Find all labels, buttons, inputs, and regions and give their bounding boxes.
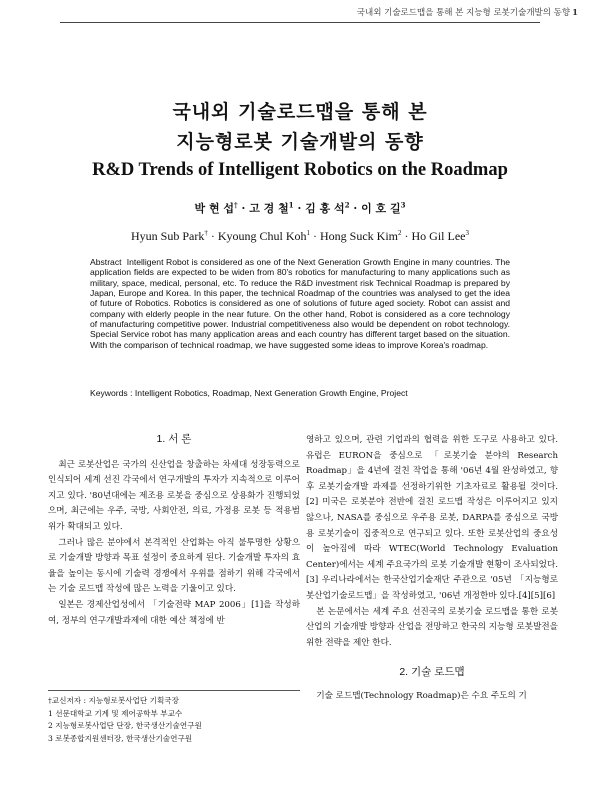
author-mark: 3 xyxy=(465,229,469,237)
footnote: 3 로봇종합지원센터장, 한국생산기술연구원 xyxy=(48,733,193,743)
abstract xyxy=(90,257,510,350)
authors-en: Hyun Sub Park† · Kyoung Chul Koh$^1$ · Hong Suck Kim$^2$ · Ho Gil Lee$^3$ xyxy=(131,229,469,243)
author-ko: 이 호 길 xyxy=(361,202,401,215)
keywords: Keywords : Intelligent Robotics, Roadmap, Next Generation Growth Engine, Project xyxy=(90,388,408,398)
author-mark: † xyxy=(204,229,208,237)
author-en: Hong Suck Kim xyxy=(320,229,399,243)
author-mark: 1 xyxy=(288,200,294,210)
paragraph: 일본은 경제산업성에서 「기술전략 MAP 2006」[1]을 작성하여, 정부의 연구개발과제에 대한 예산 책정에 반 xyxy=(48,599,300,626)
section-heading: 2. 기술 로드맵 xyxy=(399,666,465,679)
paragraph: 최근 로봇산업은 국가의 신산업을 창출하는 차세대 성장동력으로 인식되어 세계 선진 각국에서 연구개발의 투자가 지속적으로 이루어지고 있다. '80년대에는 제조용 로봇을 중심으로 상용화가 진행되었으며, 최근에는 우주, 국방, 사회안전, 의료, 가정용 로봇 등 적용범위가 확대되고 있다. xyxy=(48,459,300,532)
abstract-label: Abstract xyxy=(90,257,122,267)
header-rule xyxy=(60,22,540,23)
running-head-text: 국내외 기술로드맵을 통해 본 지능형 로봇기술개발의 동향 xyxy=(356,8,571,18)
title-en: R&D Trends of Intelligent Robotics on the Roadmap xyxy=(92,160,508,180)
author-ko: 고 경 철 xyxy=(249,202,289,215)
author-mark: 2 xyxy=(398,229,402,237)
authors-ko: 박 현 섭† · 고 경 철$^1$ · 김 홍 석$^2$ · 이 호 길$^3$ xyxy=(194,200,406,215)
footnote: †교신저자 : 지능형로봇사업단 기획국장 xyxy=(48,696,179,705)
author-ko: 박 현 섭 xyxy=(194,202,235,215)
keywords-text: Intelligent Robotics, Roadmap, Next Generation Growth Engine, Project xyxy=(134,388,408,398)
left-column xyxy=(48,430,300,629)
footnote: 1 선문대학교 기계 및 제어공학부 부교수 xyxy=(48,708,183,718)
paragraph: 본 논문에서는 세계 주요 선진국의 로봇기술 로드맵을 통한 로봇산업의 기술개발 방향과 산업을 전망하고 한국의 지능형 로봇발전을 위한 전략을 제안 한다. xyxy=(306,606,558,648)
title-ko-line-1: 국내외 기술로드맵을 통해 본 xyxy=(172,101,428,123)
running-head xyxy=(357,6,578,18)
author-ko: 김 홍 석 xyxy=(305,202,345,215)
keywords-label: Keywords xyxy=(90,388,128,398)
section-heading: 1. 서 론 xyxy=(156,433,192,445)
footnotes xyxy=(48,690,300,745)
paragraph: 그러나 많은 분야에서 본격적인 산업화는 아직 불투명한 상황으로 기술개발 방향과 목표 설정이 중요하게 된다. 기술개발 투자의 효율을 높이는 동시에 기술력 경쟁에서 우위를 점하기 위해 각국에서는 기술 로드맵 작성에 많은 노력을 기울이고 있다. xyxy=(48,537,300,595)
page-number: 1 xyxy=(572,8,578,18)
abstract-text: Intelligent Robot is considered as one of the Next Generation Growth Engine in many countries. The application fields are expected to be widen from 80's robotics for manufacturing to many applications such as military, space, medical, personal, etc. To reduce the R&D investment risk Technical Roadmap is prepared by Japan, Europe and Korea. In this paper, the technical Roadmap of the countries was analysed to get the idea of future of Robotics. Robotics is considered as one of solutions of future aged society. Robot can assist and company with elderly people in the near future. On the other hand, Robot is considered as a core technology of manufacturing competitive power. Industrial competitiveness also would be dependent on robot technology. Special Service robot has many application areas and each country has different target based on the situation. With the comparison of technical roadmap, we have suggested some ideas to improve Korea's roadmap. xyxy=(90,257,511,350)
author-en: Kyoung Chul Koh xyxy=(217,229,307,243)
paragraph: 기술 로드맵(Technology Roadmap)은 수요 주도의 기 xyxy=(316,690,527,701)
right-column xyxy=(306,433,558,705)
title-ko-line-2: 지능형로봇 기술개발의 동향 xyxy=(176,131,424,153)
author-mark: 2 xyxy=(344,200,350,210)
author-en: Hyun Sub Park xyxy=(131,229,205,243)
author-mark: 1 xyxy=(306,229,311,237)
author-mark: 3 xyxy=(400,200,406,210)
paragraph: 영하고 있으며, 관련 기업과의 협력을 위한 도구로 사용하고 있다. 유럽은 EURON을 중심으로 「로봇기술 분야의 Research Roadmap」을 4년에 걸친 작업을 통해 '06년 4월 완성하였고, 향후 로봇기술개발 과제를 선정하기위한 기초자료로 활용될 것이다.[2] 미국은 로봇분야 전반에 걸친 로드맵 작성은 이루어지고 있지 않으나, NASA를 중심으로 우주용 로봇, DARPA를 중심으로 국방용 로봇기술이 집중적으로 연구되고 있다. 또한 로봇산업의 중요성이 높아짐에 따라 WTEC(World Technology Evaluation Center)에서는 세계 주요국가의 로봇 기술개발 현황이 조사되었다.[3] 우리나라에서는 한국산업기술재단 주관으로 '05년 「지능형로봇산업기술로드맵」을 작성하였고, '06년 개정한바 있다.[4][5][6] xyxy=(306,435,558,601)
footnote: 2 지능형로봇사업단 단장, 한국생산기술연구원 xyxy=(48,721,202,730)
author-en: Ho Gil Lee xyxy=(411,229,466,243)
author-mark: † xyxy=(234,200,238,210)
